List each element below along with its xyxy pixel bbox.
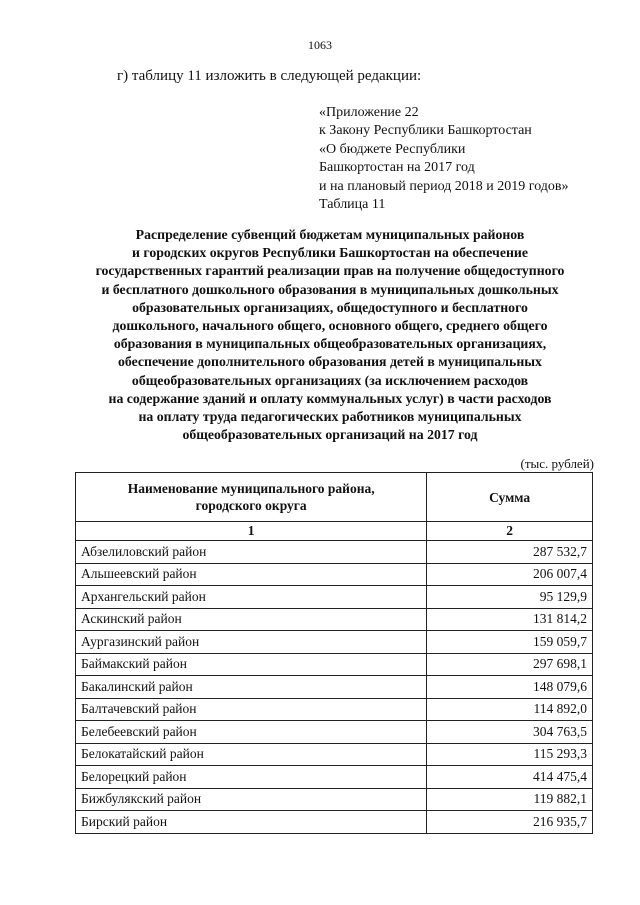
table-row: [76, 586, 593, 609]
district-name: Балтачевский район: [76, 698, 427, 721]
district-sum: 414 475,4: [427, 766, 593, 789]
district-sum: 131 814,2: [427, 608, 593, 631]
column-number: 1: [76, 522, 427, 541]
district-name: Аскинский район: [76, 608, 427, 631]
district-sum: 148 079,6: [427, 676, 593, 699]
column-number: 2: [427, 522, 593, 541]
district-sum: 159 059,7: [427, 631, 593, 654]
header-name-line: Наименование муниципального района,: [127, 481, 375, 496]
appendix-reference: [319, 104, 569, 214]
table-row: [76, 721, 593, 744]
district-name: Бирский район: [76, 811, 427, 834]
table-row: [76, 788, 593, 811]
district-name: Абзелиловский район: [76, 541, 427, 564]
appendix-line: к Закону Республики Башкортостан: [319, 123, 532, 139]
district-name: Бакалинский район: [76, 676, 427, 699]
district-sum: 304 763,5: [427, 721, 593, 744]
table-row: [76, 743, 593, 766]
title-line: образовательных организациях, общедоступного и бесплатного: [132, 299, 528, 315]
district-sum: 119 882,1: [427, 788, 593, 811]
title-line: на содержание зданий и оплату коммунальных услуг) в части расходов: [108, 390, 552, 406]
district-name: Альшеевский район: [76, 563, 427, 586]
units-label: (тыс. рублей): [520, 456, 594, 471]
title-line: общеобразовательных организаций на 2017 год: [182, 427, 478, 443]
table-row: [76, 811, 593, 834]
appendix-line: Башкортостан на 2017 год: [319, 160, 475, 176]
district-name: Белебеевский район: [76, 721, 427, 744]
table-row: [76, 766, 593, 789]
column-number-row: [76, 522, 593, 541]
title-line: образования в муниципальных общеобразовательных организациях,: [113, 336, 547, 352]
table-row: [76, 676, 593, 699]
district-sum: 297 698,1: [427, 653, 593, 676]
district-sum: 216 935,7: [427, 811, 593, 834]
district-sum: 114 892,0: [427, 698, 593, 721]
appendix-line: Таблица 11: [319, 197, 386, 213]
header-sum-cell: Сумма: [427, 473, 593, 522]
district-sum: 95 129,9: [427, 586, 593, 609]
title-line: и бесплатного дошкольного образования в муниципальных дошкольных: [101, 281, 559, 297]
district-name: Баймакский район: [76, 653, 427, 676]
district-sum: 287 532,7: [427, 541, 593, 564]
district-sum: 115 293,3: [427, 743, 593, 766]
district-sum: 206 007,4: [427, 563, 593, 586]
district-name: Белорецкий район: [76, 766, 427, 789]
table-row: [76, 653, 593, 676]
appendix-line: «О бюджете Республики: [319, 141, 466, 157]
appendix-line: и на плановый период 2018 и 2019 годов»: [319, 178, 569, 194]
district-name: Бижбулякский район: [76, 788, 427, 811]
page-number: 1063: [308, 38, 332, 52]
table-row: [76, 608, 593, 631]
title-line: Распределение субвенций бюджетам муниципальных районов: [135, 227, 525, 242]
title-line: на оплату труда педагогических работников муниципальных: [138, 409, 522, 425]
district-name: Аургазинский район: [76, 631, 427, 654]
table-title: [60, 226, 600, 444]
table-row: [76, 541, 593, 564]
header-name-line: городского округа: [195, 498, 307, 513]
instruction-text: г) таблицу 11 изложить в следующей редакции:: [117, 68, 422, 84]
district-name: Белокатайский район: [76, 743, 427, 766]
title-line: государственных гарантий реализации прав на получение общедоступного: [95, 263, 565, 279]
table-row: [76, 563, 593, 586]
title-line: и городских округов Республики Башкортостан на обеспечение: [132, 245, 528, 261]
title-line: дошкольного, начального общего, основного общего, среднего общего: [112, 318, 548, 334]
header-name-cell: [76, 473, 427, 522]
table-header-row: [76, 473, 593, 522]
table-row: [76, 698, 593, 721]
title-line: общеобразовательных организациях (за исключением расходов: [131, 372, 529, 388]
title-line: обеспечение дополнительного образования детей в муниципальных: [118, 354, 542, 370]
table-row: [76, 631, 593, 654]
subvention-table: [75, 472, 593, 834]
appendix-line: «Приложение 22: [319, 105, 419, 120]
district-name: Архангельский район: [76, 586, 427, 609]
